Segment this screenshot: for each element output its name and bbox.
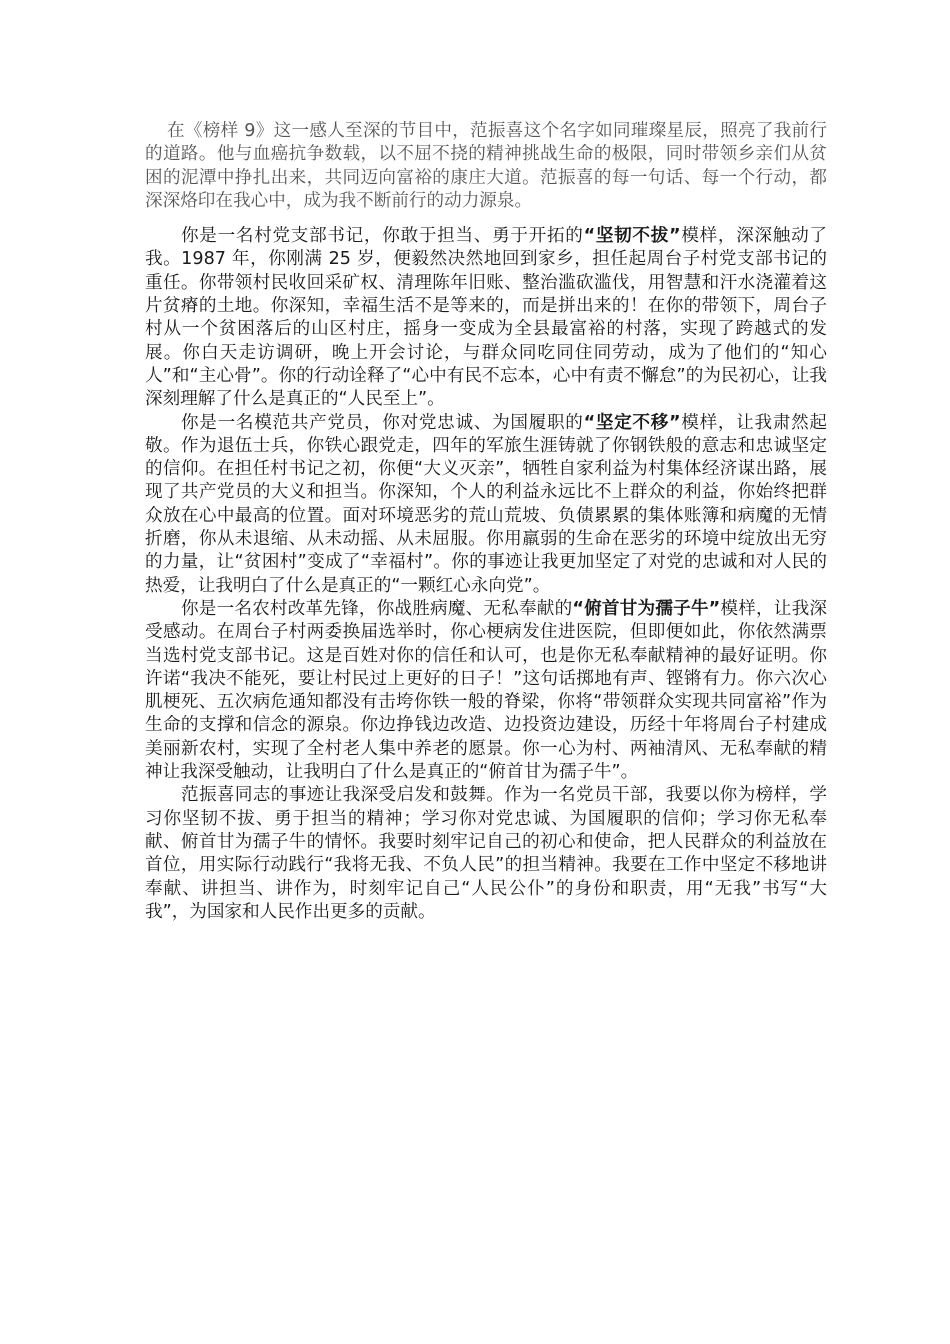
paragraph-loyalty (145, 412, 827, 598)
paragraph-text: 你是一名模范共产党员，你对党忠诚、为国履职的 (181, 412, 584, 433)
document-page (145, 120, 827, 924)
quality-title: “俯首甘为孺子牛” (572, 598, 721, 619)
quality-title: “坚韧不拔” (583, 226, 681, 247)
paragraph-text: 模样，让我深受感动。在周台子村两委换届选举时，你心梗病发住进医院，但即便如此，你依然满票当选村党支部书记。这是百姓对你的信任和认可，也是你无私奉献精神的最好证明。你许诺“我决不能死，要让村民过上更好的日子！”这句话掷地有声、铿锵有力。你六次心肌梗死、五次病危通知都没有击垮你铁一般的脊梁，你将“带领群众实现共同富裕”作为生命的支撑和信念的源泉。你边挣钱边改造、边投资边建设，历经十年将周台子村建成美丽新农村，实现了全村老人集中养老的愿景。你一心为村、两袖清风、无私奉献的精神让我深受触动，让我明白了什么是真正的“俯首甘为孺子牛”。 (145, 598, 827, 783)
paragraph-conclusion: 范振喜同志的事迹让我深受启发和鼓舞。作为一名党员干部，我要以你为榜样，学习你坚韧不拔、勇于担当的精神；学习你对党忠诚、为国履职的信仰；学习你无私奉献、俯首甘为孺子牛的情怀。我要时刻牢记自己的初心和使命，把人民群众的利益放在首位，用实际行动践行“我将无我、不负人民”的担当精神。我要在工作中坚定不移地讲奉献、讲担当、讲作为，时刻牢记自己“人民公仆”的身份和职责，用“无我”书写“大我”，为国家和人民作出更多的贡献。 (145, 785, 827, 922)
paragraph-persistence (145, 225, 827, 411)
paragraph-text: 你是一名农村改革先锋，你战胜病魔、无私奉献的 (181, 598, 573, 619)
quality-title: “坚定不移” (583, 412, 681, 433)
paragraph-text: 模样，深深触动了我。1987 年，你刚满 25 岁，便毅然决然地回到家乡，担任起周台子村党支部书记的重任。你带领村民收回采矿权、清理陈年旧账、整治滥砍滥伐，用智慧和汗水浇灌着这片贫瘠的土地。你深知，幸福生活不是等来的，而是拼出来的！在你的带领下，周台子村从一个贫困落后的山区村庄，摇身一变成为全县最富裕的村落，实现了跨越式的发展。你白天走访调研，晚上开会讨论，与群众同吃同住同劳动，成为了他们的“知心人”和“主心骨”。你的行动诠释了“心中有民不忘本，心中有责不懈怠”的为民初心，让我深刻理解了什么是真正的“人民至上”。 (145, 226, 827, 410)
paragraph-text: 你是一名村党支部书记，你敢于担当、勇于开拓的 (181, 226, 584, 247)
paragraph-text: 模样，让我肃然起敬。作为退伍士兵，你铁心跟党走，四年的军旅生涯铸就了你钢铁般的意志和忠诚坚定的信仰。在担任村书记之初，你便“大义灭亲”，牺牲自家利益为村集体经济谋出路，展现了共产党员的大义和担当。你深知，个人的利益永远比不上群众的利益，你始终把群众放在心中最高的位置。面对环境恶劣的荒山荒坡、负债累累的集体账簿和病魔的无情折磨，你从未退缩、从未动摇、从未屈服。你用羸弱的生命在恶劣的环境中绽放出无穷的力量，让“贫困村”变成了“幸福村”。你的事迹让我更加坚定了对党的忠诚和对人民的热爱，让我明白了什么是真正的“一颗红心永向党”。 (145, 412, 827, 596)
intro-paragraph: 在《榜样 9》这一感人至深的节目中，范振喜这个名字如同璀璨星辰，照亮了我前行的道路。他与血癌抗争数载，以不屈不挠的精神挑战生命的极限，同时带领乡亲们从贫困的泥潭中挣扎出来，共同迈向富裕的康庄大道。范振喜的每一句话、每一个行动，都深深烙印在我心中，成为我不断前行的动力源泉。 (145, 121, 827, 211)
paragraph-devotion (145, 598, 827, 784)
